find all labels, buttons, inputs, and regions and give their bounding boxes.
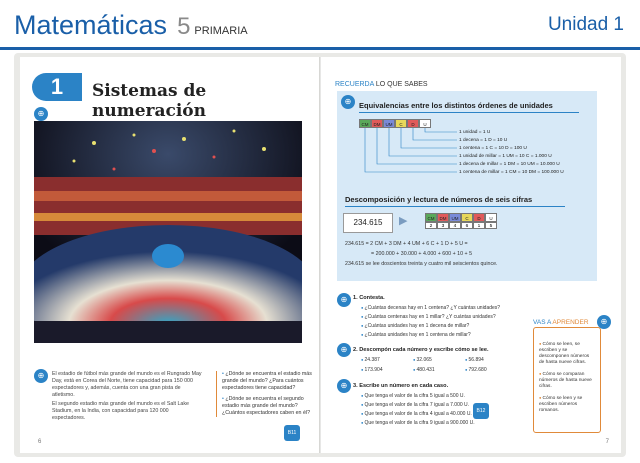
learning-goal: ● Cómo se comparan números de hasta nueve cifras. — [539, 371, 595, 390]
decomposition-sum: 234.615 = 2 CM + 3 DM + 4 UM + 6 C + 1 D + 5 U = — [345, 241, 468, 247]
digit-cell: 3 — [437, 222, 449, 229]
exercise-3-title: 3. Escribe un número en cada caso. — [353, 383, 449, 389]
stadium-photo — [34, 121, 302, 343]
connector-lines — [359, 128, 459, 176]
photo-caption-2: El segundo estadio más grande del mundo es el Salt Lake Stadium, en la India, con capacidad para 120 000 espectadores. — [52, 401, 189, 421]
digit-cells — [425, 222, 497, 229]
digit-cell: 4 — [449, 222, 461, 229]
exercise-2-title: 2. Descompón cada número y escribe cómo se lee. — [353, 347, 489, 353]
equivalences-title: Equivalencias entre los distintos órdenes de unidades — [359, 101, 553, 110]
recorda-prefix: RECUERDA — [335, 81, 374, 88]
photo-caption-1: El estadio de fútbol más grande del mundo es el Rungrado May Day, está en Corea del Norte, tiene capacidad para 150 000 espectadores y, además, cuenta con una gran pista de atletismo. — [52, 371, 202, 398]
digit-cell: 5 — [485, 222, 497, 229]
exercise-item: ● Que tenga el valor de la cifra 4 igual a 40.000 U. — [361, 411, 472, 417]
vas-prefix: VAS A — [533, 319, 551, 326]
order-cell: CM — [359, 119, 371, 128]
zoom-in-icon[interactable]: ⊕ — [341, 95, 355, 109]
equivalence-item: 1 unidad = 1 U — [459, 130, 491, 135]
exercise-item: ● Que tenga el valor de la cifra 9 igual a 900.000 U. — [361, 420, 475, 426]
order-cell: CM — [425, 213, 437, 222]
resource-badge[interactable]: B11 — [284, 425, 300, 441]
zoom-in-icon[interactable]: ⊕ — [597, 315, 611, 329]
exercise-item: ● 24.387 — [361, 357, 380, 363]
exercise-item: ● 480.431 — [413, 367, 435, 373]
exercise-1-title: 1. Contesta. — [353, 295, 385, 301]
book-spread — [14, 53, 626, 457]
title-underline — [359, 112, 579, 113]
order-cell: U — [485, 213, 497, 222]
resource-badge[interactable]: B12 — [473, 403, 489, 419]
exercise-item: ● 792.680 — [465, 367, 487, 373]
chapter-title: Sistemas de numeración — [92, 81, 207, 121]
digit-cell: 2 — [425, 222, 437, 229]
page-number: 6 — [38, 439, 42, 445]
subject-title: Matemáticas — [14, 10, 168, 40]
zoom-in-icon[interactable]: ⊕ — [337, 379, 351, 393]
digit-cell: 6 — [461, 222, 473, 229]
exercise-item: ● Que tenga el valor de la cifra 5 igual a 500 U. — [361, 393, 465, 399]
exercise-item: ● 173.904 — [361, 367, 383, 373]
learning-goals-title — [533, 319, 592, 326]
arrow-right-icon: ▶ — [399, 215, 408, 227]
order-cells — [359, 119, 431, 128]
header-title — [14, 10, 248, 41]
equivalences-list — [459, 129, 564, 177]
recorda-suffix: LO QUE SABES — [375, 81, 428, 88]
order-cell: U — [419, 119, 431, 128]
order-cell: DM — [371, 119, 383, 128]
decomposition-sum-values: = 200.000 + 30.000 + 4.000 + 600 + 10 + 5 — [371, 251, 473, 257]
exercise-item: ● ¿Cuántas unidades hay en 1 centena de millar? — [361, 332, 471, 338]
example-number: 234.615 — [343, 213, 393, 233]
order-cell: DM — [437, 213, 449, 222]
grade-number: 5 — [177, 13, 191, 40]
zoom-in-icon[interactable]: ⊕ — [337, 343, 351, 357]
order-cell: UM — [449, 213, 461, 222]
vas-suffix: APRENDER — [552, 319, 589, 326]
left-page — [20, 57, 320, 453]
order-cell: D — [473, 213, 485, 222]
unit-label: Unidad 1 — [547, 14, 624, 35]
page-number: 7 — [605, 439, 609, 445]
exercise-item: ● ¿Cuántas decenas hay en 1 centena? ¿Y cuántas unidades? — [361, 305, 500, 311]
digit-cell: 1 — [473, 222, 485, 229]
equivalence-item: 1 centena = 1 C = 10 D = 100 U — [459, 146, 527, 151]
order-cell: C — [395, 119, 407, 128]
equivalence-item: 1 centena de millar = 1 CM = 10 DM = 100.000 U — [459, 170, 564, 175]
learning-goal: ● Cómo se leen, se escriben y se descomponen números de hasta nueve cifras. — [539, 341, 595, 366]
order-cells-small — [425, 213, 497, 222]
zoom-in-icon[interactable]: ⊕ — [34, 369, 48, 383]
question-item: • ¿Dónde se encuentra el segundo estadio más grande del mundo? ¿Cuántos espectadores caben en él? — [222, 396, 314, 417]
questions-box — [216, 371, 314, 417]
exercise-item: ● 32.065 — [413, 357, 432, 363]
recorda-heading — [335, 81, 428, 88]
exercise-item: ● Que tenga el valor de la cifra 7 igual a 7.000 U. — [361, 402, 469, 408]
exercise-item: ● ¿Cuántas centenas hay en 1 millar? ¿Y cuántas unidades? — [361, 314, 496, 320]
exercise-item: ● 56.894 — [465, 357, 484, 363]
number-reading: 234.615 se lee doscientos treinta y cuatro mil seiscientos quince. — [345, 261, 498, 267]
level-label: PRIMARIA — [194, 25, 248, 37]
header-divider — [0, 47, 640, 50]
right-page — [321, 57, 621, 453]
order-cell: UM — [383, 119, 395, 128]
stadium-illustration — [34, 121, 302, 343]
equivalence-item: 1 decena = 1 D = 10 U — [459, 138, 508, 143]
decomposition-title: Descomposición y lectura de números de seis cifras — [345, 195, 533, 204]
question-item: • ¿Dónde se encuentra el estadio más grande del mundo? ¿Para cuántos espectadores tiene capacidad? — [222, 371, 314, 392]
exercise-item: ● ¿Cuántas unidades hay en 1 decena de millar? — [361, 323, 469, 329]
learning-goal: ● Cómo se leen y se escriben números romanos. — [539, 395, 595, 414]
equivalence-item: 1 unidad de millar = 1 UM = 10 C = 1.000 U — [459, 154, 552, 159]
order-cell: C — [461, 213, 473, 222]
title-underline — [345, 206, 565, 207]
zoom-in-icon[interactable]: ⊕ — [34, 107, 48, 121]
zoom-in-icon[interactable]: ⊕ — [337, 293, 351, 307]
order-cell: D — [407, 119, 419, 128]
equivalence-item: 1 decena de millar = 1 DM = 10 UM = 10.000 U — [459, 162, 560, 167]
chapter-number: 1 — [32, 73, 82, 101]
